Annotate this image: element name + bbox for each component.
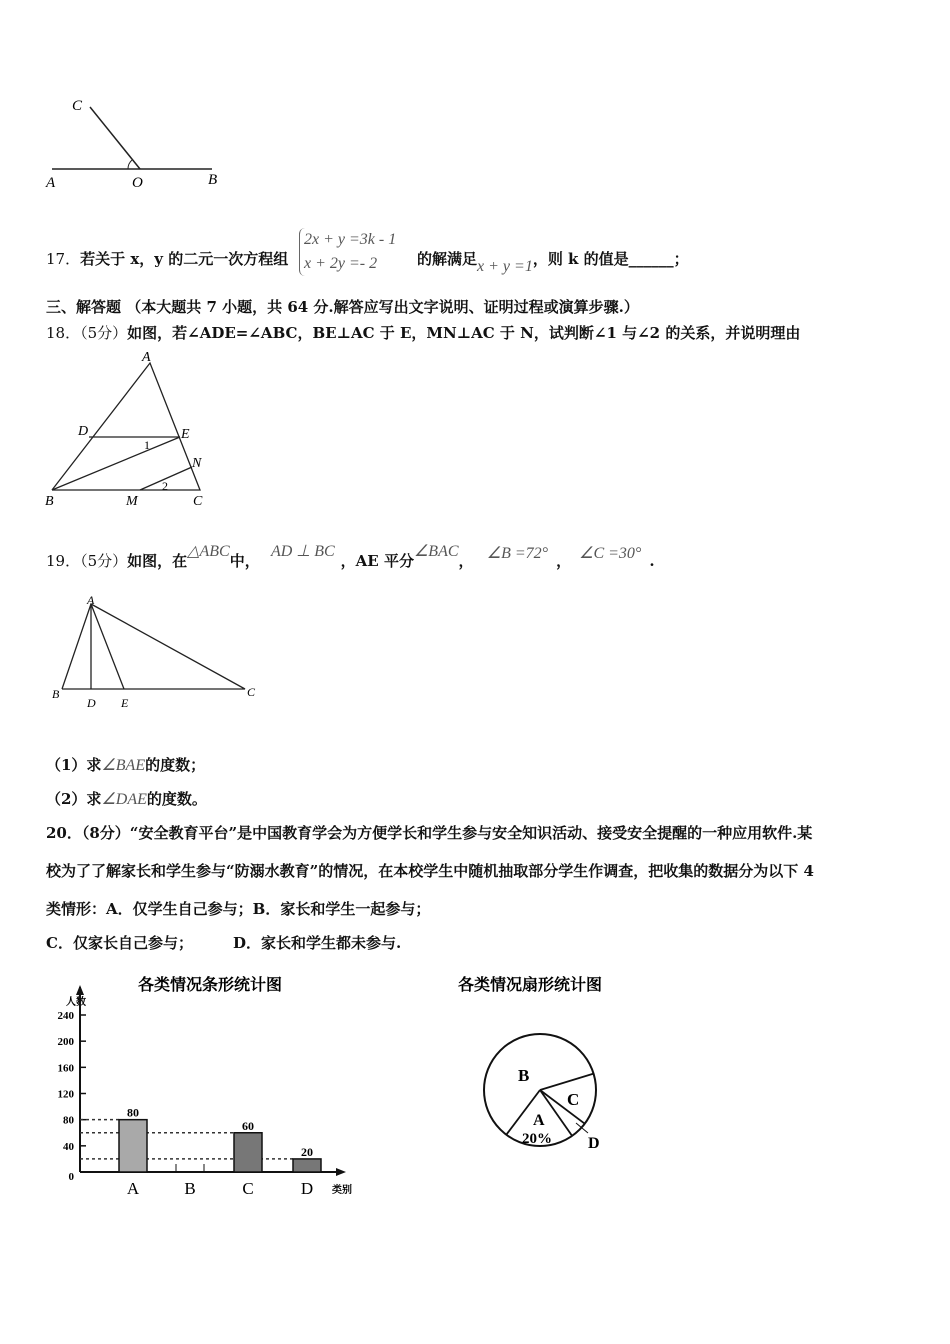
svg-text:1: 1 xyxy=(144,438,150,452)
svg-text:B: B xyxy=(52,687,60,701)
bar-value-label: 60 xyxy=(242,1118,254,1133)
bar-chart-title: 各类情况条形统计图 xyxy=(138,977,283,994)
question-19: 19．（5分）如图，在△ABC中， AD ⊥ BC，AE 平分∠BAC， ∠B =72° ， ∠C =30° . xyxy=(46,543,655,570)
question-20-line-3: 类情形：A．仅学生自己参与；B．家长和学生一起参与； xyxy=(46,900,431,918)
svg-text:M: M xyxy=(126,494,138,509)
bar-value-label: 80 xyxy=(127,1105,139,1120)
svg-text:D: D xyxy=(78,424,89,439)
y-tick-label: 120 xyxy=(57,1088,74,1101)
svg-text:N: N xyxy=(192,456,202,471)
answer-blank[interactable]: ______ xyxy=(628,250,674,268)
svg-text:E: E xyxy=(181,427,190,442)
svg-text:2: 2 xyxy=(162,479,168,493)
question-20-line-1: 20．（8分）“安全教育平台”是中国教育学会为方便学长和学生参与安全知识活动、接受安全提醒的一种应用软件.某 xyxy=(46,824,813,842)
y-tick-label: 0 xyxy=(68,1171,74,1183)
question-20-line-2: 校为了了解家长和学生参与“防溺水教育”的情况，在本校学生中随机抽取部分学生作调查，把收集的数据分为以下 4 xyxy=(46,862,814,880)
svg-text:C: C xyxy=(193,494,203,509)
bar-A xyxy=(119,1120,147,1172)
x-tick-label: B xyxy=(184,1179,196,1198)
figure-q18 xyxy=(40,345,220,515)
x-tick-label: C xyxy=(242,1179,254,1198)
question-20-line-4: C．仅家长自己参与； D．家长和学生都未参与. xyxy=(46,934,402,952)
svg-text:B: B xyxy=(208,172,218,188)
question-19-part-1: （1）求∠BAE的度数； xyxy=(46,756,206,774)
svg-text:A: A xyxy=(87,593,95,607)
y-tick-label: 40 xyxy=(63,1140,74,1153)
y-tick-label: 80 xyxy=(63,1114,74,1127)
bar-D xyxy=(293,1159,321,1172)
pie-label-D: D xyxy=(588,1135,600,1152)
svg-text:E: E xyxy=(121,696,129,710)
pie-chart-title: 各类情况扇形统计图 xyxy=(458,977,603,994)
figure-angle-aob xyxy=(40,92,230,192)
x-axis-label: 类别 xyxy=(332,1185,352,1196)
svg-text:C: C xyxy=(247,685,256,699)
figure-q19 xyxy=(45,592,270,712)
y-tick-label: 240 xyxy=(57,1010,74,1022)
svg-text:O: O xyxy=(132,175,143,191)
question-17: 17．若关于 x，y 的二元一次方程组 2x + y =3k - 1 x + 2y =- 2 的解满足x + y =1，则 k 的值是______； xyxy=(46,236,689,284)
section-title: 三、解答题 （本大题共 7 小题，共 64 分.解答应写出文字说明、证明过程或演算步骤.） xyxy=(46,298,639,316)
pie-slice-boundary xyxy=(540,1074,594,1090)
svg-text:D: D xyxy=(87,696,96,710)
svg-text:B: B xyxy=(45,494,54,509)
pie-label-C: C xyxy=(567,1090,580,1109)
pie-label-A-percent: 20% xyxy=(522,1131,552,1147)
y-tick-label: 160 xyxy=(57,1062,74,1075)
svg-text:A: A xyxy=(46,175,56,191)
pie-label-B: B xyxy=(518,1066,530,1085)
x-tick-label: A xyxy=(126,1179,140,1198)
x-tick-label: D xyxy=(300,1179,314,1198)
y-axis-arrow xyxy=(76,985,84,995)
bar-chart xyxy=(40,965,380,1205)
bar-C xyxy=(234,1133,262,1172)
y-tick-label: 200 xyxy=(57,1036,74,1049)
question-18: 18．（5分）如图，若∠ADE=∠ABC，BE⊥AC 于 E，MN⊥AC 于 N，试判断∠1 与∠2 的关系，并说明理由 xyxy=(46,324,801,342)
y-axis-label: 人数 xyxy=(66,997,86,1008)
pie-label-A: A xyxy=(533,1112,545,1129)
svg-text:C: C xyxy=(72,98,83,114)
svg-text:A: A xyxy=(142,350,151,365)
pie-chart xyxy=(440,965,660,1165)
x-axis-arrow xyxy=(336,1168,346,1176)
question-19-part-2: （2）求∠DAE的度数。 xyxy=(46,790,207,808)
bar-value-label: 20 xyxy=(301,1144,313,1159)
